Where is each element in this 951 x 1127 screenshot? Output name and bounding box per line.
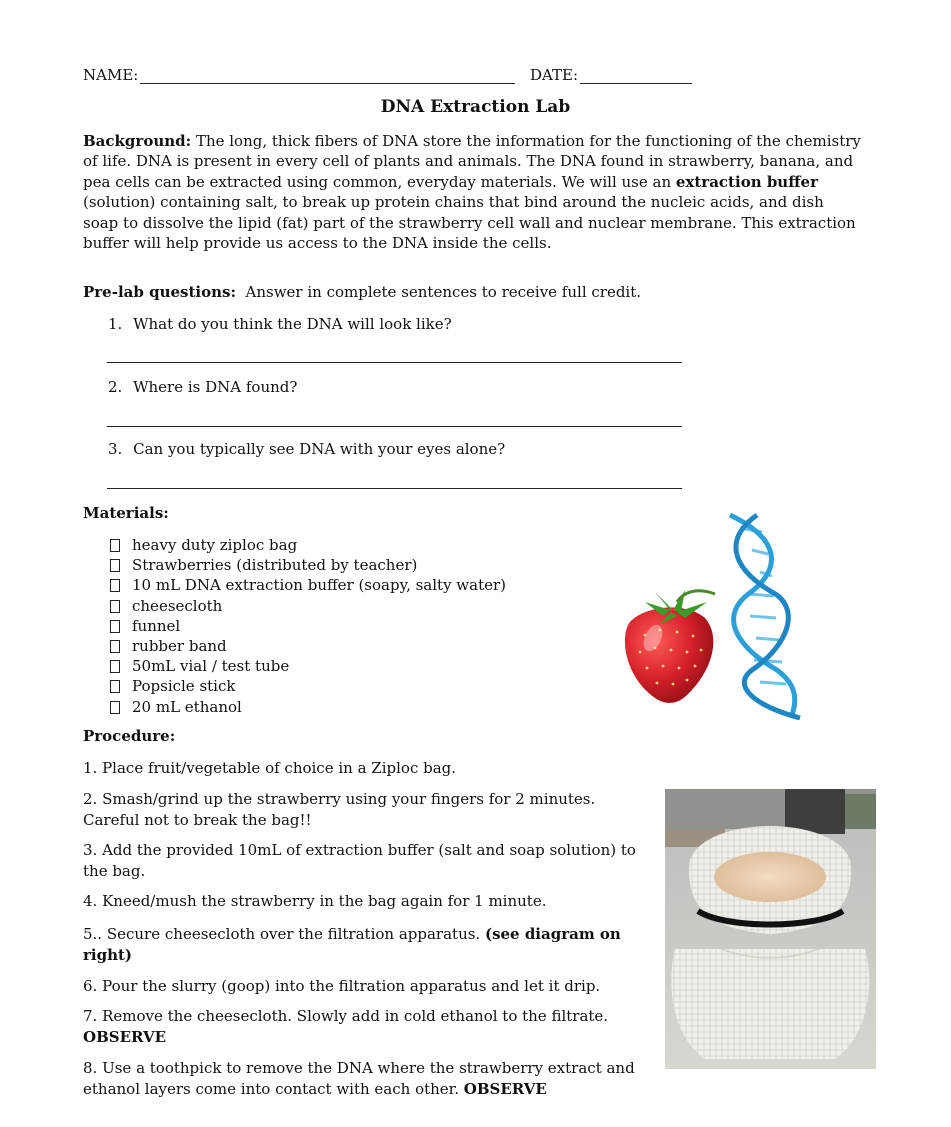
step-text: 4. Kneed/mush the strawberry in the bag again for 1 minute.: [83, 892, 547, 910]
answer-line-1[interactable]: [107, 362, 682, 363]
strawberry-image: [615, 580, 730, 710]
answer-line-3[interactable]: [107, 488, 682, 489]
dna-helix-image: [722, 510, 807, 720]
page-title: DNA Extraction Lab: [380, 97, 571, 117]
step-bold: OBSERVE: [463, 1079, 547, 1098]
procedure-step-5: [83, 924, 658, 965]
background-paragraph: [83, 131, 863, 253]
question-text: Where is DNA found?: [133, 378, 298, 396]
question-2: [108, 378, 297, 396]
list-item: [110, 535, 506, 555]
question-number: 3.: [108, 440, 123, 458]
step-text: 2. Smash/grind up the strawberry using your fingers for 2 minutes. Careful not to break the bag!!: [83, 790, 596, 829]
material-label: funnel: [132, 616, 181, 635]
extraction-buffer-term: extraction buffer: [675, 172, 818, 191]
question-1: [108, 315, 452, 333]
step-bold: OBSERVE: [83, 1027, 167, 1046]
list-item: [110, 676, 506, 696]
material-label: Strawberries (distributed by teacher): [132, 556, 418, 575]
checkbox-icon[interactable]: [110, 539, 120, 552]
material-label: 50mL vial / test tube: [132, 657, 290, 676]
step-bold: (see diagram on right): [83, 925, 621, 964]
material-label: Popsicle stick: [132, 677, 236, 696]
prelab-instruction: Answer in complete sentences to receive full credit.: [235, 283, 642, 301]
checkbox-icon[interactable]: [110, 680, 120, 693]
list-item: [110, 636, 506, 656]
checkbox-icon[interactable]: [110, 600, 120, 613]
step-text: 7. Remove the cheesecloth. Slowly add in cold ethanol to the filtrate.: [83, 1007, 609, 1025]
checkbox-icon[interactable]: [110, 559, 120, 572]
prelab-heading: [83, 283, 641, 301]
step-text: 3. Add the provided 10mL of extraction buffer (salt and soap solution) to the bag.: [83, 841, 636, 880]
material-label: 10 mL DNA extraction buffer (soapy, salty water): [132, 576, 507, 595]
step-text: 1. Place fruit/vegetable of choice in a Ziploc bag.: [83, 759, 457, 777]
list-item: [110, 575, 506, 595]
question-number: 2.: [108, 378, 123, 396]
procedure-step-3: [83, 840, 648, 881]
checkbox-icon[interactable]: [110, 701, 120, 714]
date-label: DATE:: [530, 66, 579, 84]
date-field[interactable]: [580, 64, 692, 84]
question-text: Can you typically see DNA with your eyes alone?: [133, 440, 506, 458]
checkbox-icon[interactable]: [110, 640, 120, 653]
materials-list: [110, 535, 506, 717]
name-field[interactable]: [140, 64, 515, 84]
material-label: cheesecloth: [132, 596, 223, 615]
procedure-step-8: [83, 1058, 648, 1099]
question-3: [108, 440, 505, 458]
procedure-step-4: [83, 891, 648, 912]
checkbox-icon[interactable]: [110, 620, 120, 633]
material-label: heavy duty ziploc bag: [132, 536, 298, 554]
background-text-1: The long, thick fibers of DNA store the information for the functioning of the chemistry of life. DNA is present in every cell of plants and animals. The DNA found in strawberry, banana, and pea cells can be extracted using common, everyday materials. We will use an: [83, 132, 861, 191]
question-text: What do you think the DNA will look like?: [133, 315, 452, 333]
list-item: [110, 596, 506, 616]
background-text-2: (solution) containing salt, to break up protein chains that bind around the nucleic acids, and dish soap to dissolve the lipid (fat) part of the strawberry cell wall and nuclear membrane. This extraction buffer will help provide us access to the DNA inside the cells.: [83, 193, 856, 253]
step-text: 6. Pour the slurry (goop) into the filtration apparatus and let it drip.: [83, 977, 601, 995]
list-item: [110, 555, 506, 575]
material-label: 20 mL ethanol: [132, 697, 242, 716]
list-item: [110, 656, 506, 676]
procedure-step-1: [83, 758, 643, 779]
filtration-apparatus-photo: [665, 789, 876, 1069]
checkbox-icon[interactable]: [110, 660, 120, 673]
procedure-step-7: [83, 1006, 648, 1047]
step-text: 8. Use a toothpick to remove the DNA where the strawberry extract and ethanol layers come into contact with each other.: [83, 1059, 635, 1098]
answer-line-2[interactable]: [107, 426, 682, 427]
list-item: [110, 616, 506, 636]
list-item: [110, 697, 506, 717]
materials-heading: Materials:: [83, 504, 169, 522]
name-label: NAME:: [83, 66, 139, 84]
material-label: rubber band: [132, 636, 227, 655]
checkbox-icon[interactable]: [110, 579, 120, 592]
background-label: Background:: [83, 132, 192, 150]
procedure-heading: Procedure:: [83, 727, 176, 745]
prelab-label: Pre-lab questions:: [83, 283, 236, 301]
procedure-step-6: [83, 976, 648, 997]
procedure-step-2: [83, 789, 643, 830]
step-text: 5.. Secure cheesecloth over the filtration apparatus.: [83, 925, 485, 943]
question-number: 1.: [108, 315, 123, 333]
